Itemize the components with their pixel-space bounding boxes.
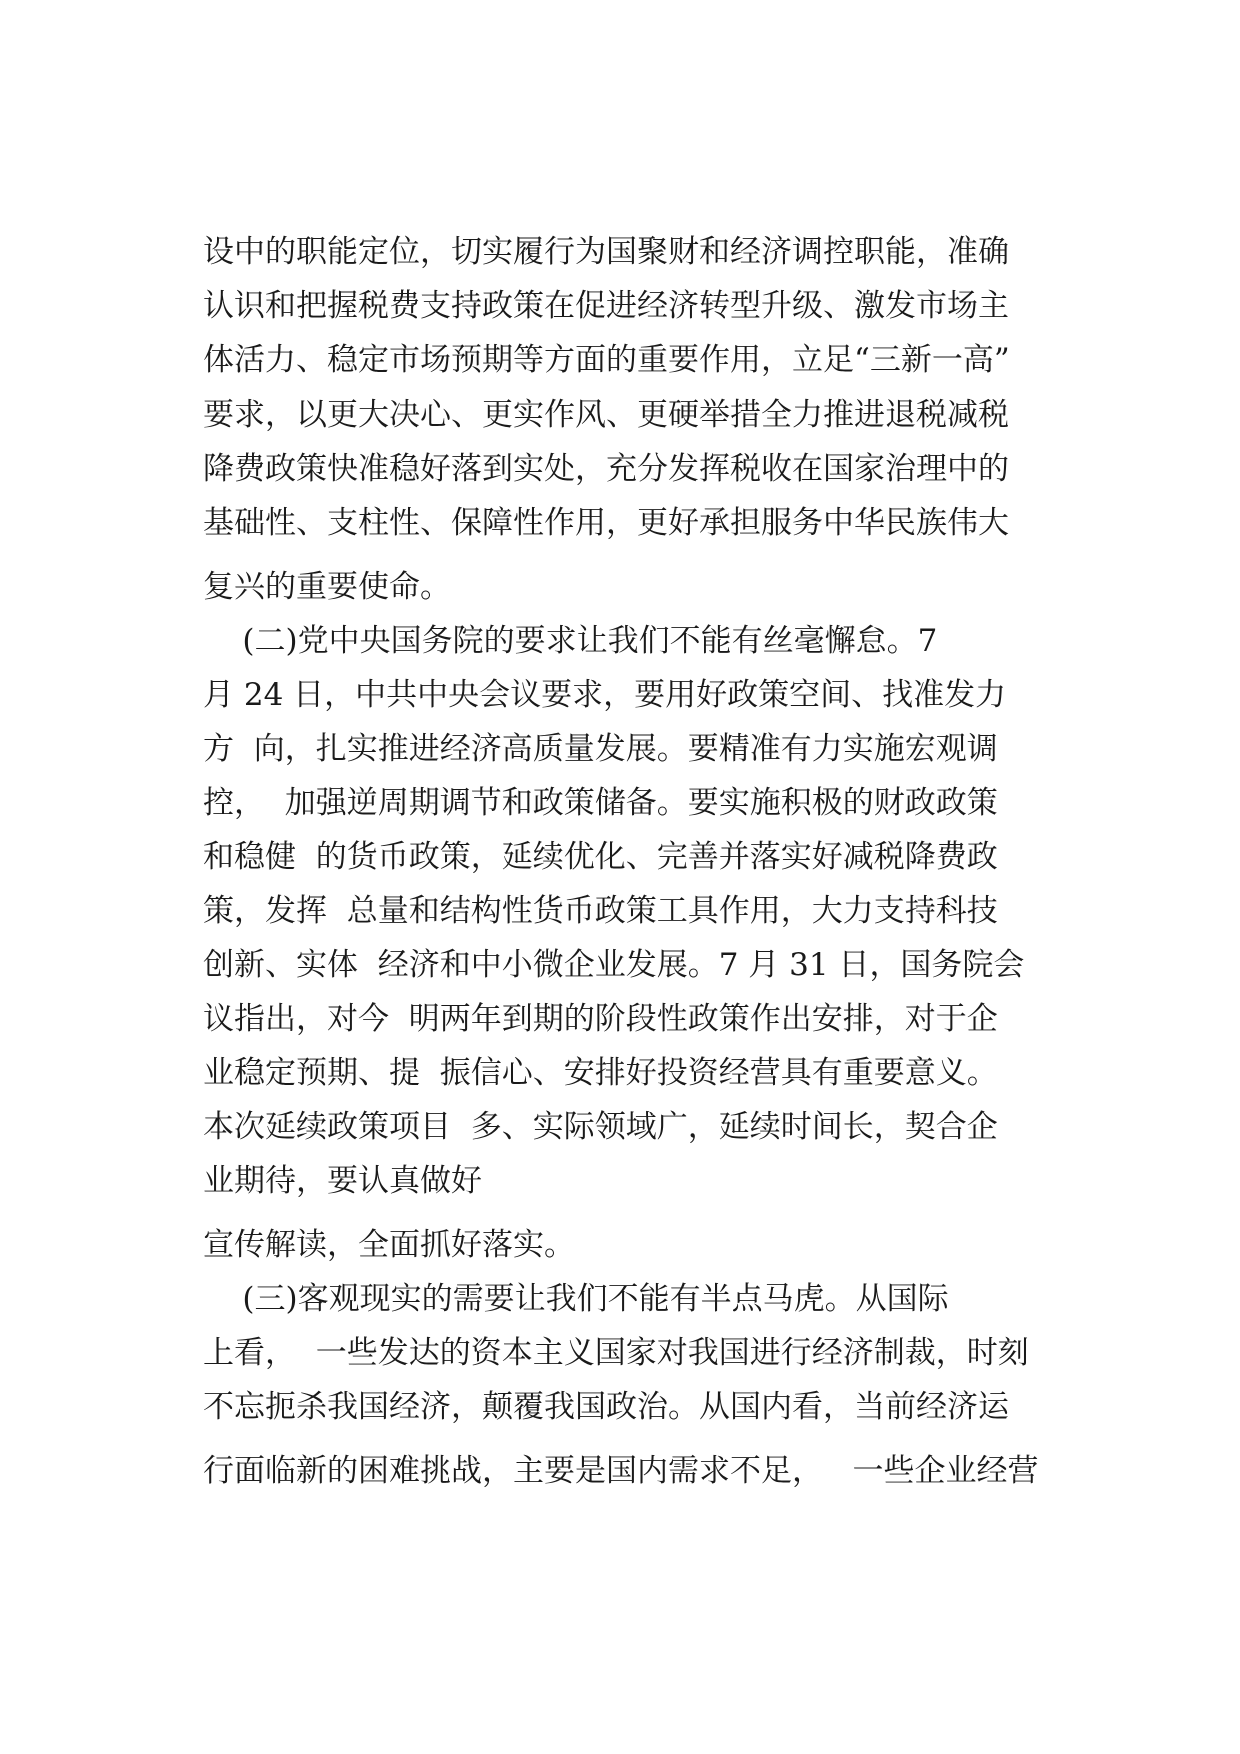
- text-line: 体活力、稳定市场预期等方面的重要作用，立足“三新一高”: [203, 342, 1010, 378]
- text-line: 行面临新的困难挑战，主要是国内需求不足， 一些企业经营: [203, 1453, 1039, 1489]
- text-line: 认识和把握税费支持政策在促进经济转型升级、激发市场主: [203, 288, 1009, 324]
- text-line: 业稳定预期、提 振信心、安排好投资经营具有重要意义。: [203, 1055, 998, 1091]
- text-line: 要求，以更大决心、更实作风、更硬举措全力推进退税减税: [203, 397, 1009, 433]
- text-line: (三)客观现实的需要让我们不能有半点马虎。从国际: [203, 1281, 949, 1317]
- text-line: 业期待，要认真做好: [203, 1163, 482, 1199]
- text-line: 控， 加强逆周期调节和政策储备。要实施积极的财政政策: [203, 785, 998, 821]
- text-line: 策，发挥 总量和结构性货币政策工具作用，大力支持科技: [203, 893, 998, 929]
- text-line: 和稳健 的货币政策，延续优化、完善并落实好减税降费政: [203, 839, 998, 875]
- text-line: 不忘扼杀我国经济，颠覆我国政治。从国内看，当前经济运: [203, 1389, 1009, 1425]
- text-line: 设中的职能定位，切实履行为国聚财和经济调控职能，准确: [203, 234, 1009, 270]
- text-line: 基础性、支柱性、保障性作用，更好承担服务中华民族伟大: [203, 505, 1009, 541]
- text-line: 创新、实体 经济和中小微企业发展。7 月 31 日，国务院会: [203, 947, 1025, 983]
- text-line: 本次延续政策项目 多、实际领域广，延续时间长，契合企: [203, 1109, 998, 1145]
- text-line: 降费政策快准稳好落到实处，充分发挥税收在国家治理中的: [203, 451, 1009, 487]
- text-line: 复兴的重要使命。: [203, 569, 451, 605]
- text-line: 议指出，对今 明两年到期的阶段性政策作出安排，对于企: [203, 1001, 998, 1037]
- text-line: 宣传解读，全面抓好落实。: [203, 1227, 575, 1263]
- text-line: (二)党中央国务院的要求让我们不能有丝毫懈怠。7: [203, 623, 938, 659]
- text-line: 方 向，扎实推进经济高质量发展。要精准有力实施宏观调: [203, 731, 998, 767]
- text-line: 月 24 日，中共中央会议要求，要用好政策空间、找准发力: [203, 677, 1007, 713]
- text-line: 上看， 一些发达的资本主义国家对我国进行经济制裁，时刻: [203, 1335, 1029, 1371]
